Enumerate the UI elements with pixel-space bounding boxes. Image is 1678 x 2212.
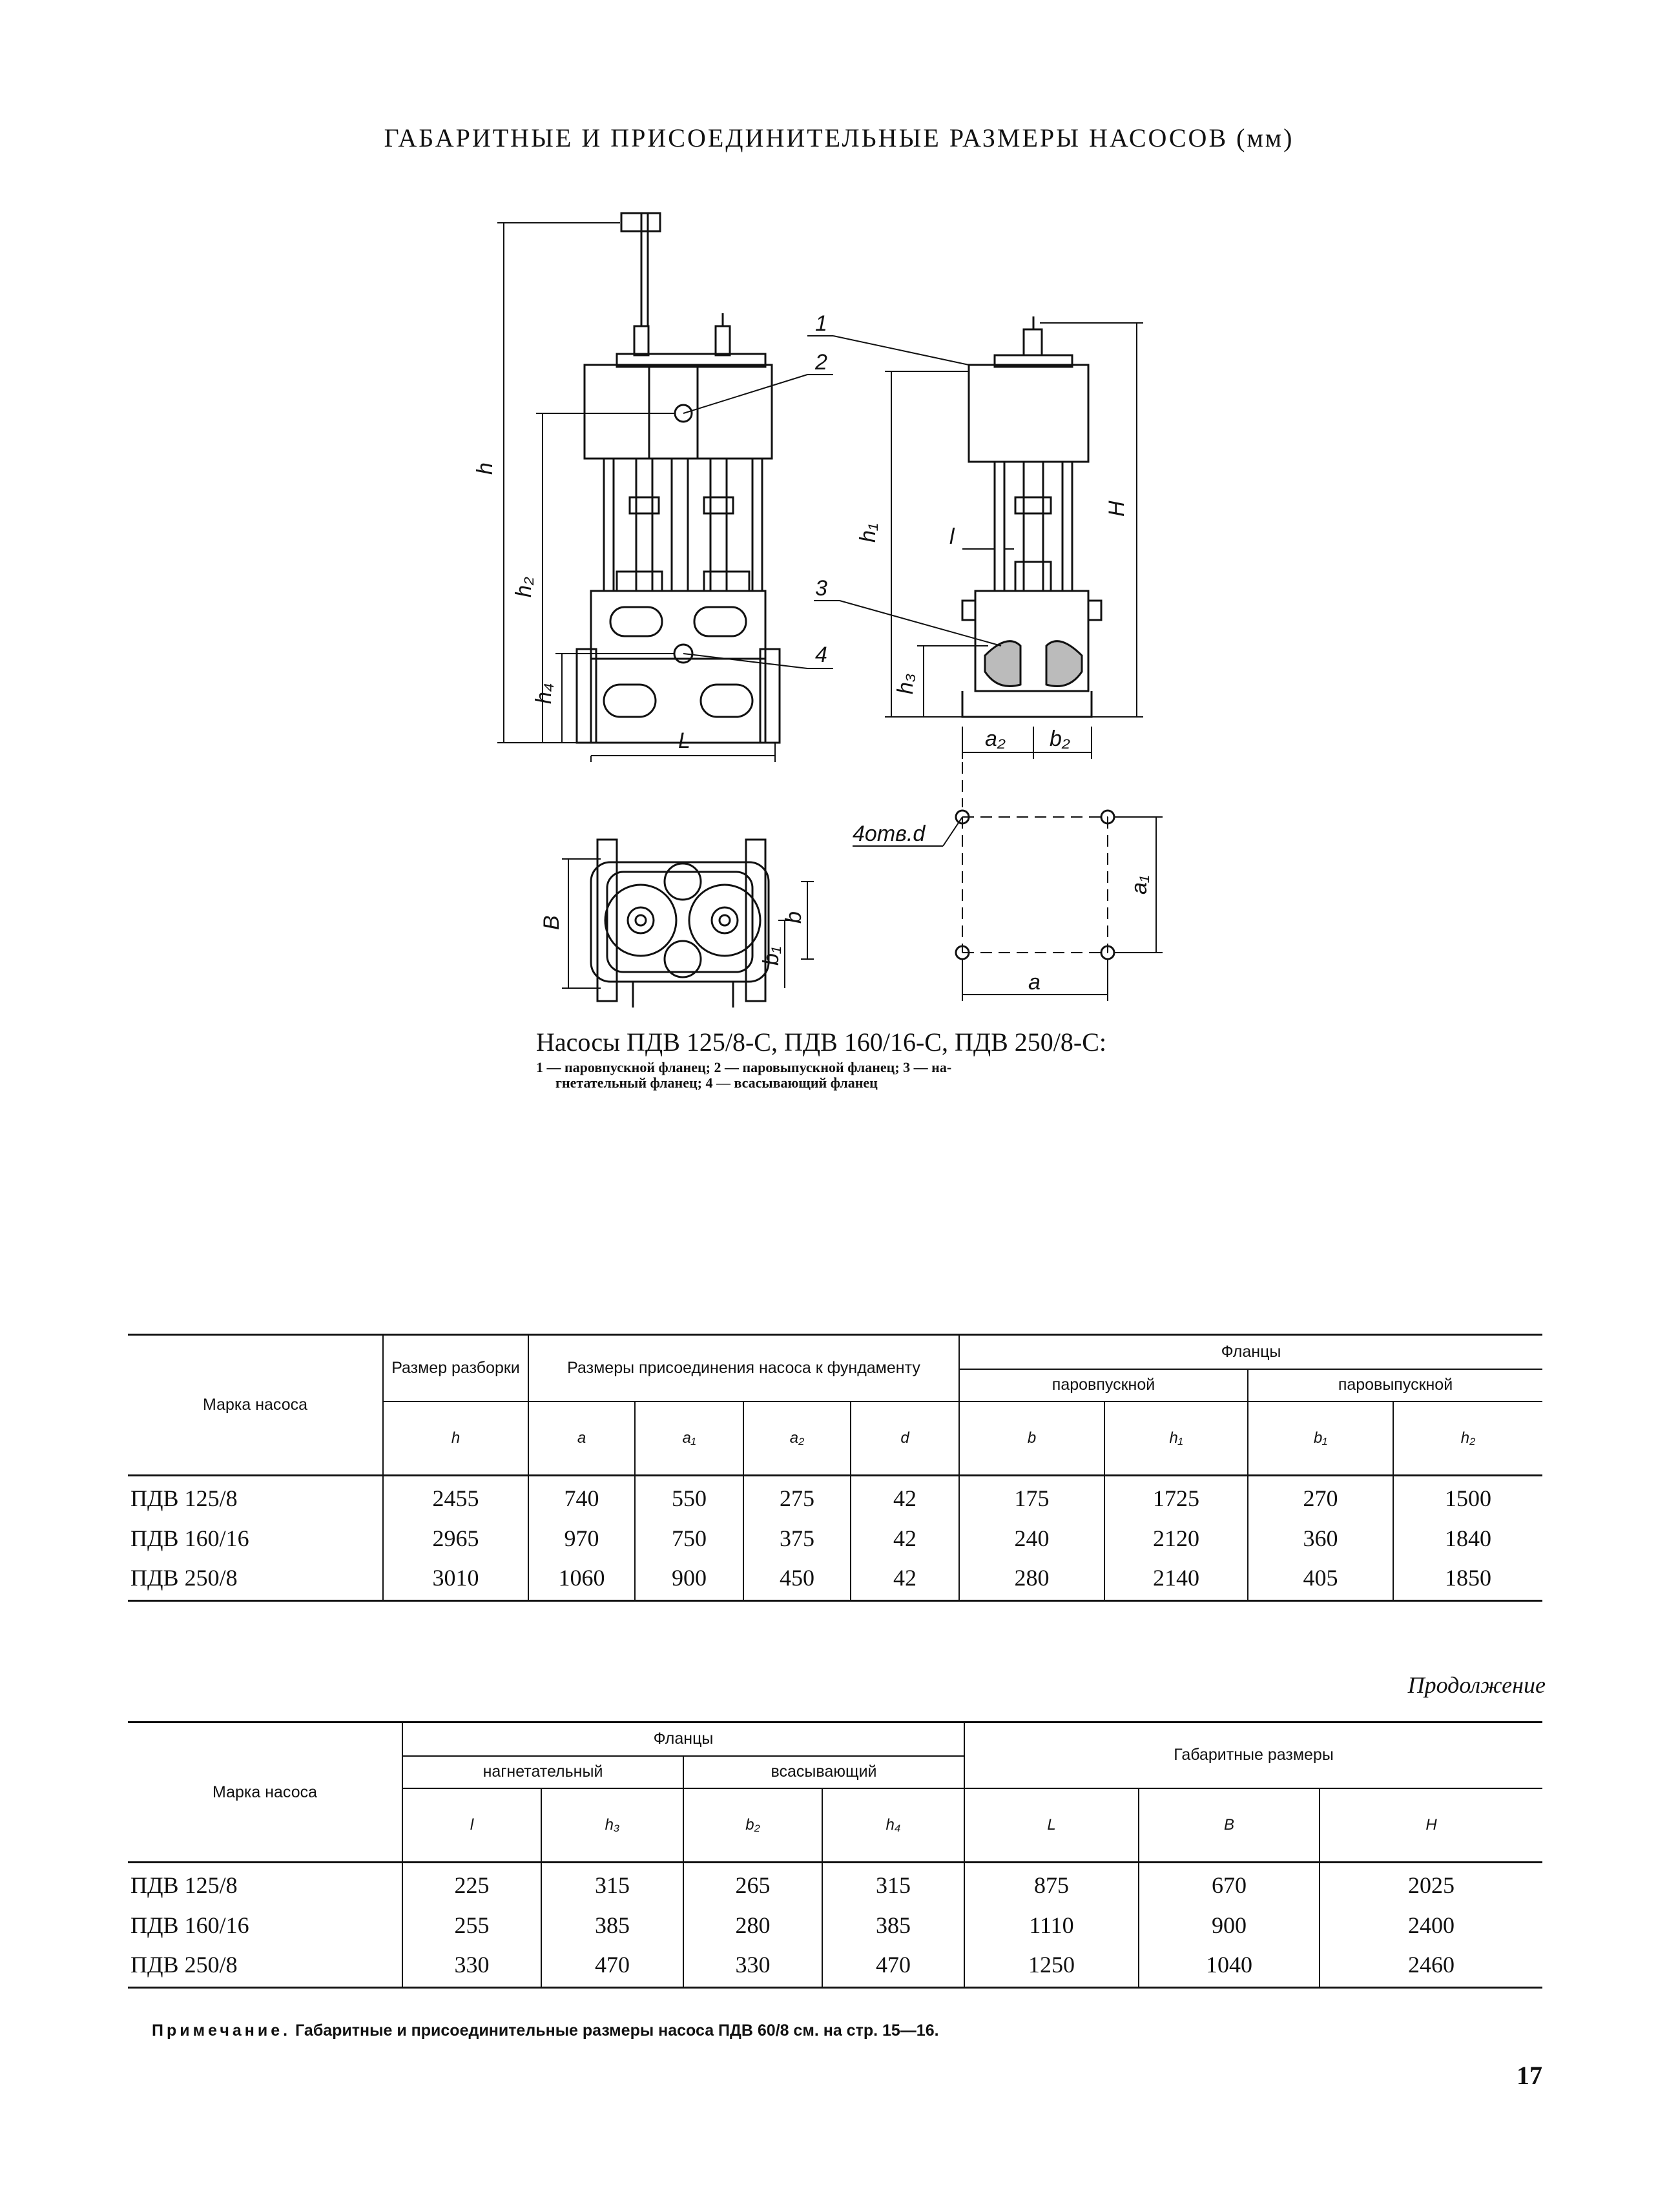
page-title: ГАБАРИТНЫЕ И ПРИСОЕДИНИТЕЛЬНЫЕ РАЗМЕРЫ НАСОСОВ (мм) [384,123,1294,152]
t1-sym-b: b [959,1401,1104,1476]
t1-r1-c0: 2965 [383,1521,528,1556]
t2-r1-c0: 255 [402,1908,541,1943]
t2-r2-c6: 2460 [1408,1951,1455,1978]
t1-r2-c1: 1060 [528,1556,635,1601]
t1-r1-c2: 750 [635,1521,743,1556]
t2-r1-c1: 385 [541,1908,683,1943]
table-row [128,1863,1542,1908]
t2-r0-name: ПДВ 125/8 [128,1863,402,1908]
table-row [128,1943,1542,1988]
t2-col-suction: всасывающий [683,1756,964,1788]
label-h3: h₃ [893,673,918,694]
t2-sym-H: H [1320,1788,1542,1863]
t1-r0-c7: 270 [1248,1476,1393,1521]
t1-r2-name: ПДВ 250/8 [128,1556,383,1601]
t1-col-steam-out: паровыпускной [1248,1369,1542,1401]
t2-r0-c0: 225 [402,1863,541,1908]
t2-r0-c1: 315 [541,1863,683,1908]
t1-r1-c6: 2120 [1104,1521,1248,1556]
t1-r2-c0: 3010 [383,1556,528,1601]
t1-col-steam-in: паровпускной [959,1369,1248,1401]
label-b: b [782,911,806,924]
t1-r2-c5: 280 [959,1556,1104,1601]
t1-r1-c8: 1840 [1445,1525,1491,1551]
footnote-label: Примечание. [152,2021,291,2040]
t2-r2-c5: 1040 [1139,1943,1320,1988]
table-row [128,1908,1542,1943]
t2-r1-c5: 900 [1139,1908,1320,1943]
t2-r0-c3: 315 [822,1863,964,1908]
t2-r1-c3: 385 [822,1908,964,1943]
continuation-label: Продолжение [1407,1672,1546,1698]
t1-r2-c7: 405 [1248,1556,1393,1601]
table-row [128,1556,1542,1601]
caption-legend-line1: 1 — паровпускной фланец; 2 — паровыпускной фланец; 3 — на- [536,1059,952,1075]
table-row [128,1476,1542,1521]
dimensions-table-2 [128,1721,1542,1989]
t1-r0-c8: 1500 [1445,1485,1491,1512]
t2-r2-c3: 470 [822,1943,964,1988]
t1-sym-b1: b₁ [1248,1401,1393,1476]
t2-r0-c6: 2025 [1408,1872,1455,1899]
label-L: L [678,729,690,753]
label-b2: b₂ [1050,727,1070,751]
t1-sym-d: d [851,1401,959,1476]
t1-col-brand: Марка насоса [128,1335,383,1476]
footnote-text: Габаритные и присоединительные размеры насоса ПДВ 60/8 см. на стр. 15—16. [295,2021,939,2040]
t2-r2-c2: 330 [683,1943,822,1988]
t1-r1-c4: 42 [851,1521,959,1556]
t2-r2-c0: 330 [402,1943,541,1988]
caption-title: Насосы ПДВ 125/8-С, ПДВ 160/16-С, ПДВ 250/8-С: [536,1028,1107,1057]
label-B: B [539,915,564,930]
t2-r0-c4: 875 [964,1863,1139,1908]
t1-r0-c5: 175 [959,1476,1104,1521]
label-b1: b₁ [759,946,783,966]
label-2: 2 [815,350,827,375]
t2-col-brand: Марка насоса [128,1722,402,1863]
t2-col-overall: Габаритные размеры [1174,1746,1334,1764]
label-h1: h₁ [856,523,880,543]
t1-r0-c0: 2455 [383,1476,528,1521]
t2-sym-h4: h₄ [822,1788,964,1863]
t1-r2-c4: 42 [851,1556,959,1601]
figure-caption [536,1027,1156,1091]
t1-sym-h2: h₂ [1460,1429,1476,1447]
page-number: 17 [1517,2061,1542,2090]
t1-sym-h1: h₁ [1104,1401,1248,1476]
t1-r0-c1: 740 [528,1476,635,1521]
t2-sym-b2: b₂ [683,1788,822,1863]
t1-r0-c4: 42 [851,1476,959,1521]
label-a: a [1028,970,1041,995]
t2-r2-name: ПДВ 250/8 [128,1943,402,1988]
t1-col-flanges: Фланцы [959,1335,1542,1369]
t1-col-foundation: Размеры присоединения насоса к фундаменту [528,1335,959,1401]
t1-r1-c3: 375 [743,1521,851,1556]
t2-sym-l: l [402,1788,541,1863]
t1-sym-h: h [383,1401,528,1476]
t1-r2-c2: 900 [635,1556,743,1601]
t2-r1-c6: 2400 [1408,1912,1455,1938]
label-h: h [473,462,497,475]
table-row [128,1521,1542,1556]
t2-r2-c1: 470 [541,1943,683,1988]
pump-drawing [0,0,1678,1033]
label-a1: a₁ [1127,875,1152,894]
t1-r0-c6: 1725 [1104,1476,1248,1521]
label-H: H [1104,501,1129,517]
t1-r2-c8: 1850 [1445,1564,1491,1591]
t2-sym-h3: h₃ [541,1788,683,1863]
label-l: l [949,524,955,549]
t1-sym-a1: a₁ [635,1401,743,1476]
label-a2: a₂ [985,727,1006,751]
t1-r0-name: ПДВ 125/8 [128,1476,383,1521]
t2-col-discharge: нагнетательный [402,1756,683,1788]
t2-r2-c4: 1250 [964,1943,1139,1988]
t2-r1-c4: 1110 [964,1908,1139,1943]
t1-r1-c5: 240 [959,1521,1104,1556]
label-h2: h₂ [512,577,536,597]
caption-legend-line2: гнетательный фланец; 4 — всасывающий фланец [555,1075,878,1091]
footnote [152,2021,939,2040]
t1-sym-a2: a₂ [743,1401,851,1476]
t1-r1-name: ПДВ 160/16 [128,1521,383,1556]
t2-sym-L: L [964,1788,1139,1863]
label-4: 4 [815,643,827,667]
t1-r1-c1: 970 [528,1521,635,1556]
t1-r0-c2: 550 [635,1476,743,1521]
label-1: 1 [815,311,827,336]
t2-col-flanges: Фланцы [402,1722,964,1756]
t2-r0-c5: 670 [1139,1863,1320,1908]
label-h4: h₄ [532,683,556,704]
dimensions-table-1 [128,1334,1542,1602]
t2-r0-c2: 265 [683,1863,822,1908]
t2-sym-B: B [1139,1788,1320,1863]
t1-r1-c7: 360 [1248,1521,1393,1556]
label-holes: 4отв.d [853,822,926,846]
t1-sym-a: a [528,1401,635,1476]
t1-r2-c6: 2140 [1104,1556,1248,1601]
t2-r1-c2: 280 [683,1908,822,1943]
t1-r0-c3: 275 [743,1476,851,1521]
t2-r1-name: ПДВ 160/16 [128,1908,402,1943]
label-3: 3 [815,576,827,601]
t1-r2-c3: 450 [743,1556,851,1601]
caption-legend [536,1060,1156,1091]
t1-col-disassembly: Размер разборки [383,1335,528,1401]
